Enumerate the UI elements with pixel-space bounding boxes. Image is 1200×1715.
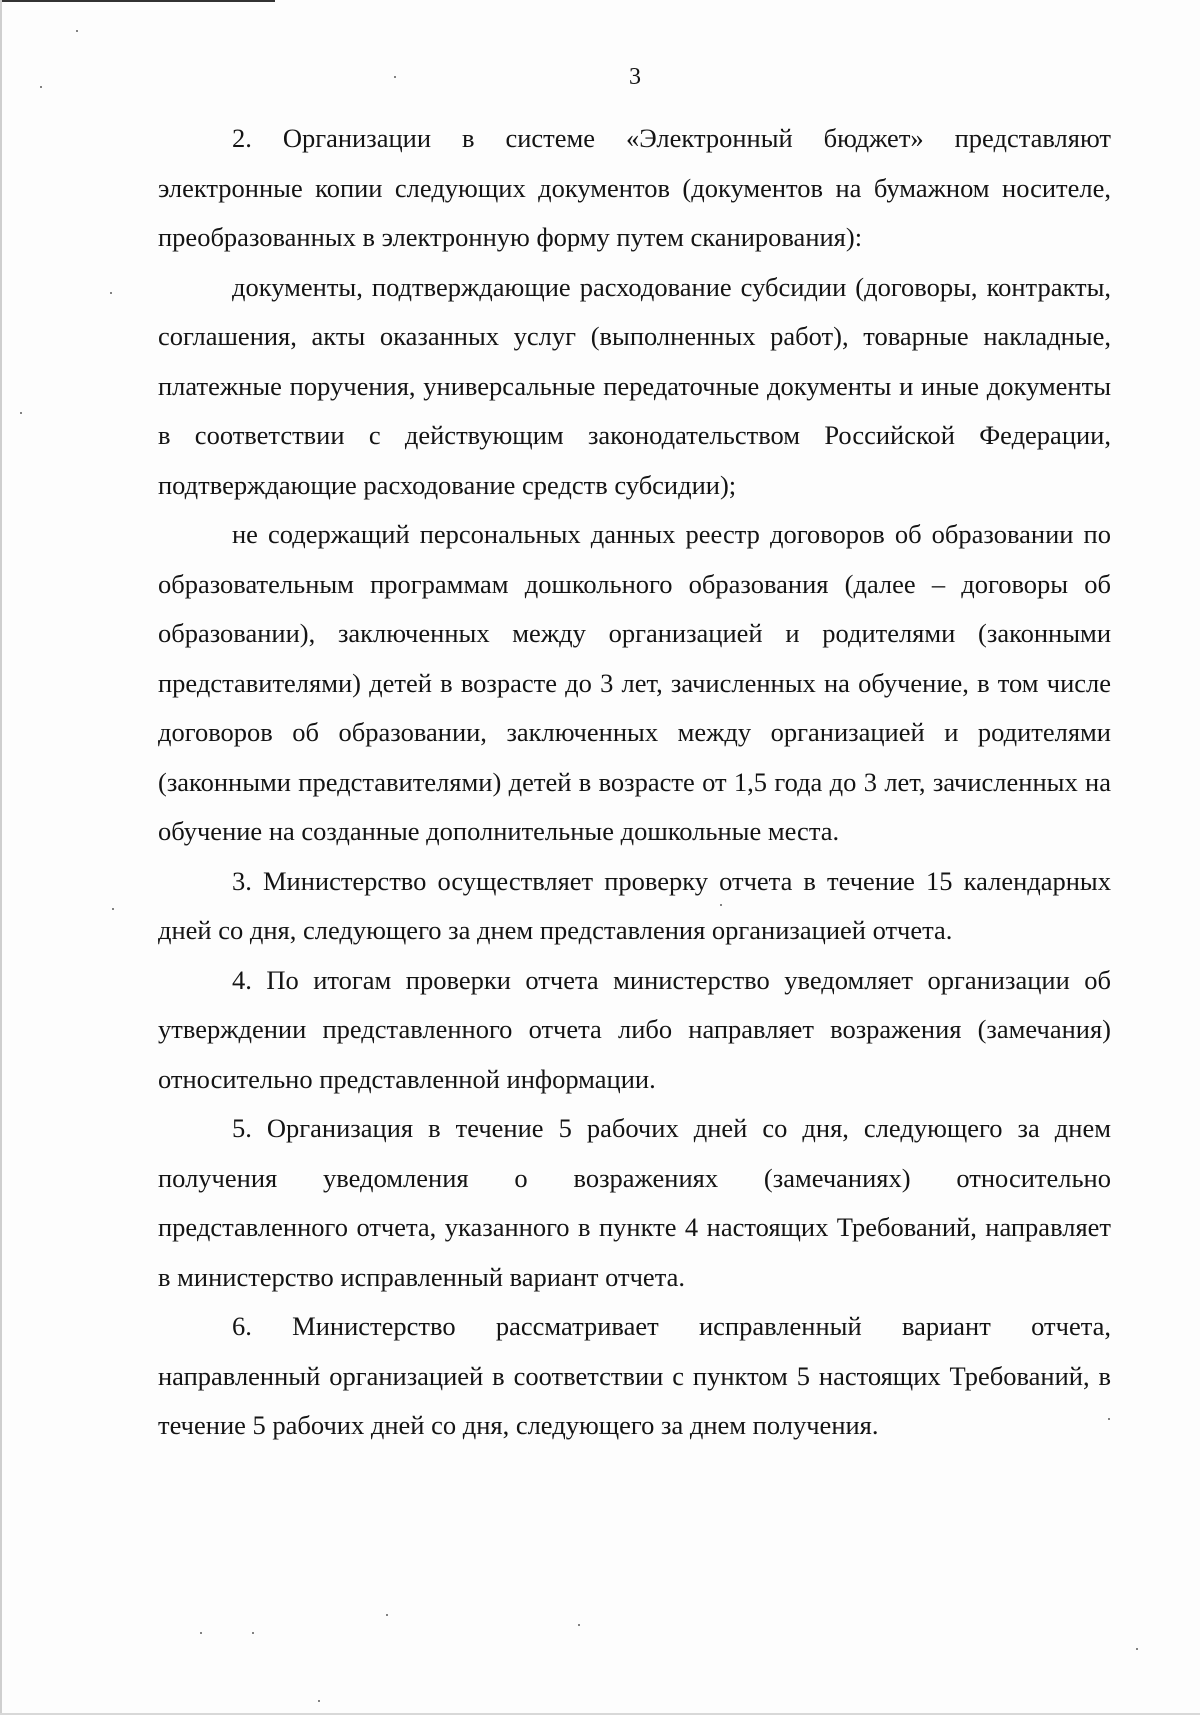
scan-speck [20,412,22,414]
paragraph-item-6: 6. Министерство рассматривает исправленный вариант отчета, направленный организацией в соответствии с пунктом 5 настоящих Требований, в течение 5 рабочих дней со дня, следующего за днем получения. [158,1311,1111,1440]
scan-speck [200,1632,202,1634]
scan-speck [40,86,42,88]
paragraph-item-4: 4. По итогам проверки отчета министерство уведомляет организации об утверждении представленного отчета либо направляет возражения (замечания) относительно представленной информации. [158,964,1111,1094]
scan-speck [318,1700,320,1702]
paragraph-contracts-registry: не содержащий персональных данных реестр договоров об образовании по образовательным программам дошкольного образования (далее – договоры об образовании), заключенных между организацией и родителями (законными представителями) детей в возрасте до 3 лет, зачисленных на обучение, в том числе договоров об образовании, заключенных между организацией и родителями (законными представителями) детей в возрасте от 1,5 года до 3 лет, зачисленных на обучение на созданные дополнительные дошкольные места. [158,519,1111,846]
scan-speck [720,904,722,906]
scan-speck [112,908,114,910]
top-edge-rule [0,0,275,2]
paragraph-documents-subsidy: документы, подтверждающие расходование субсидии (договоры, контракты, соглашения, акты оказанных услуг (выполненных работ), товарные накладные, платежные поручения, универсальные передаточные документы и иные документы в соответствии с действующим законодательством Российской Федерации, подтверждающие расходование средств субсидии); [158,271,1111,500]
scan-speck [110,292,112,294]
scan-speck [578,1624,580,1626]
scan-speck [1136,1648,1138,1650]
paragraph-item-2: 2. Организации в системе «Электронный бюджет» представляют электронные копии следующих документов (документов на бумажном носителе, преобразованных в электронную форму путем сканирования): [158,123,1111,252]
paragraph-item-3: 3. Министерство осуществляет проверку отчета в течение 15 календарных дней со дня, следующего за днем представления организацией отчета. [158,865,1111,945]
document-body [158,114,1111,1451]
scan-speck [386,1614,388,1616]
paragraph-item-5: 5. Организация в течение 5 рабочих дней со дня, следующего за днем получения уведомления о возражениях (замечаниях) относительно представленного отчета, указанного в пункте 4 настоящих Требований, направляет в министерство исправленный вариант отчета. [158,1113,1111,1292]
scan-speck [76,30,78,32]
left-edge-rule [0,0,2,1715]
page-number: 3 [629,64,641,90]
scan-speck [394,76,396,78]
scan-speck [252,1632,254,1634]
scan-speck [1108,1418,1110,1420]
